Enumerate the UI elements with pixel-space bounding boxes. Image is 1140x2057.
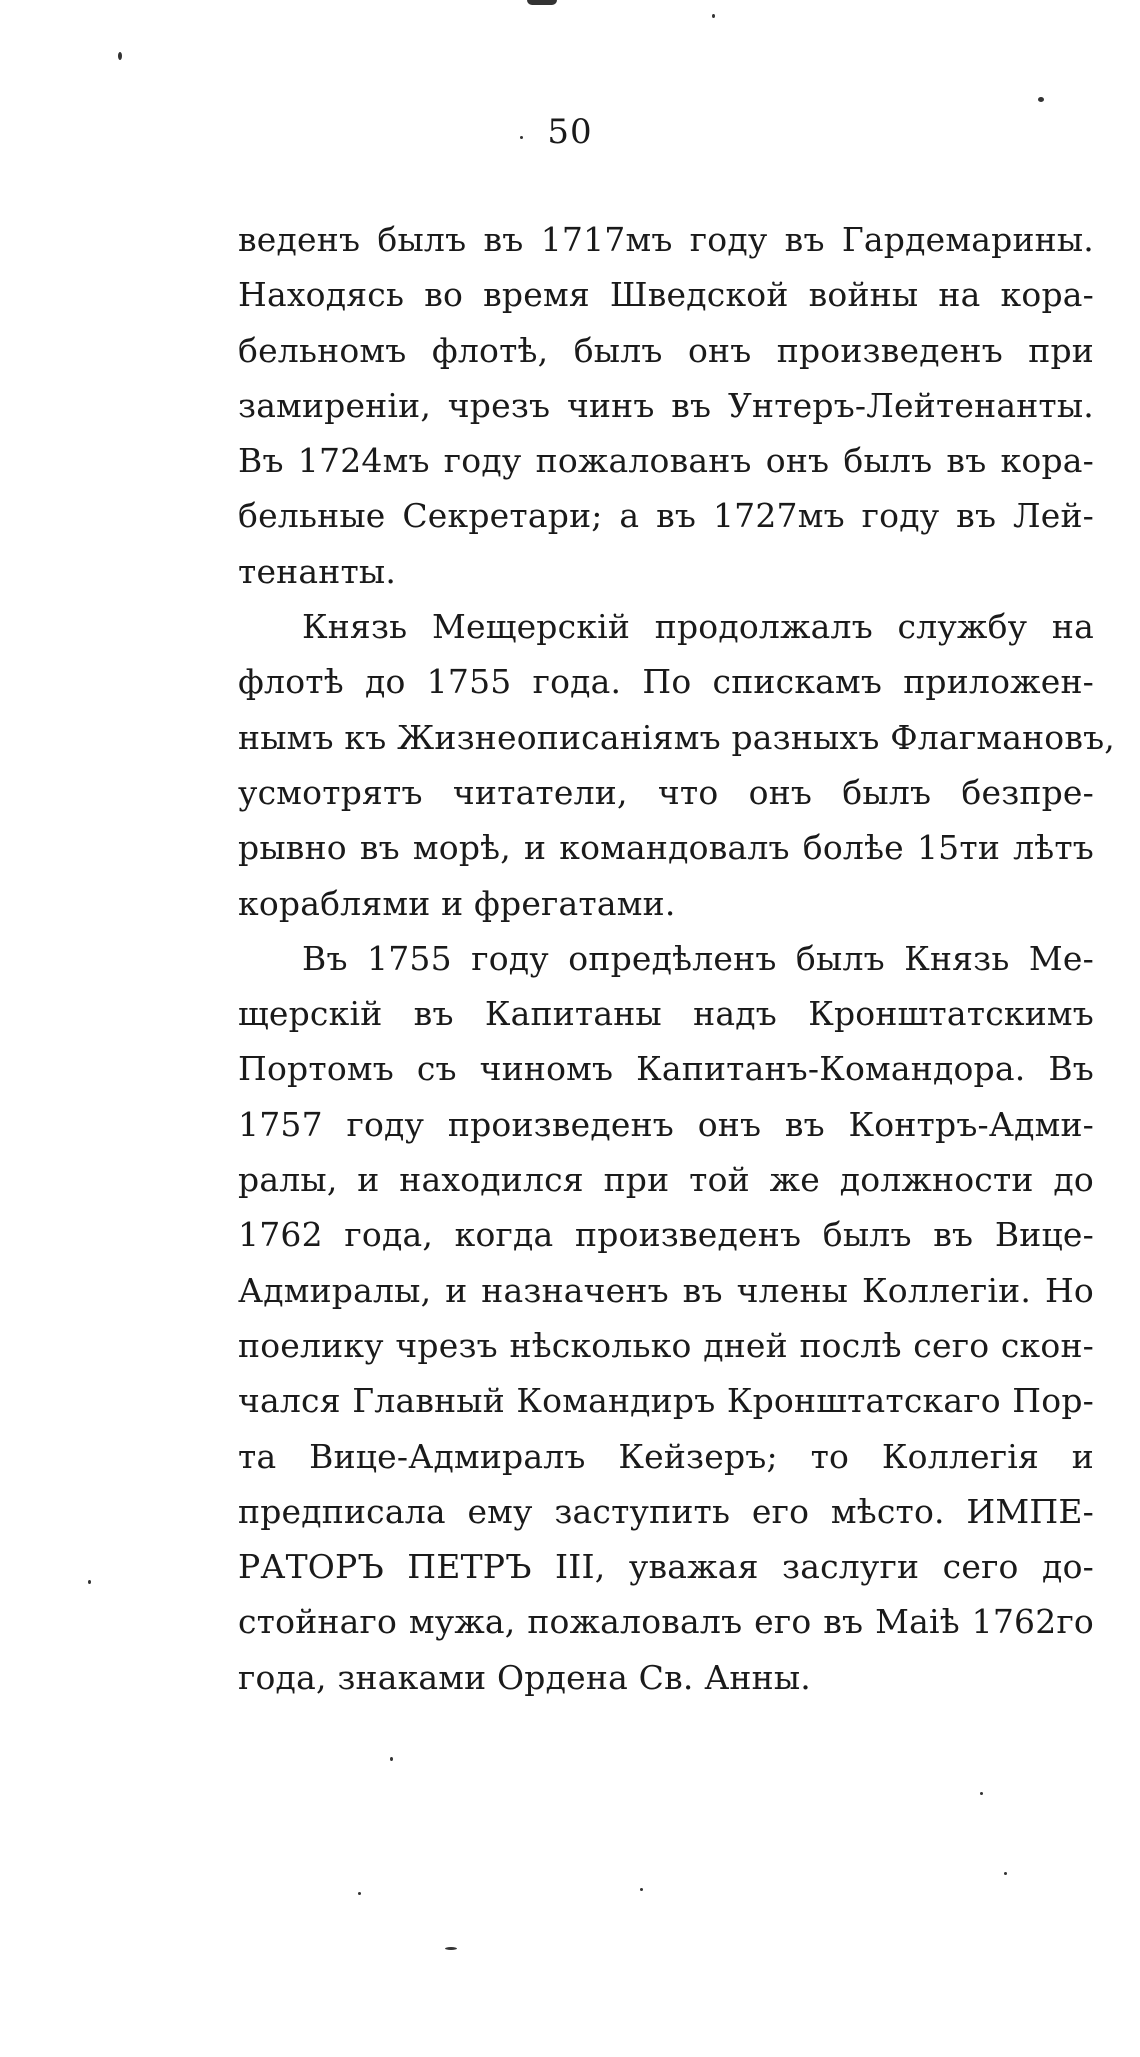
scan-speck — [520, 136, 523, 139]
text-line: года, знаками Ордена Св. Анны. — [238, 1657, 811, 1697]
text-line: стойнаго мужа, пожаловалъ его въ Маіѣ 1762го — [238, 1602, 1094, 1642]
text-line: флотѣ до 1755 года. По спискамъ приложен- — [238, 662, 1094, 702]
text-line: предписала ему заступить его мѣсто. ИМПЕ- — [238, 1491, 1094, 1531]
text-line: Находясь во время Шведской войны на кора- — [238, 275, 1094, 315]
text-line: кораблями и фрегатами. — [238, 883, 676, 923]
text-line: Портомъ съ чиномъ Капитанъ-Командора. Въ — [238, 1049, 1094, 1089]
text-line: бельномъ флотѣ, былъ онъ произведенъ при — [238, 330, 1094, 370]
paragraph — [238, 599, 1115, 931]
scan-speck — [358, 1892, 361, 1895]
text-line: поелику чрезъ нѣсколько дней послѣ сего скон- — [238, 1325, 1094, 1365]
text-line: РАТОРЪ ПЕТРЪ III, уважая заслуги сего до- — [238, 1547, 1094, 1587]
text-line: Князь Мещерскій продолжалъ службу на — [302, 607, 1094, 647]
scan-speck — [980, 1792, 983, 1795]
scan-speck — [88, 1580, 91, 1584]
text-line: рывно въ морѣ, и командовалъ болѣе 15ти лѣтъ — [238, 828, 1094, 868]
text-line: тенанты. — [238, 551, 397, 591]
text-line: замиреніи, чрезъ чинъ въ Унтеръ-Лейтенанты. — [238, 385, 1094, 425]
scan-speck — [527, 0, 557, 5]
text-line: Въ 1724мъ году пожалованъ онъ былъ въ кора- — [238, 441, 1094, 481]
scan-speck — [640, 1888, 643, 1891]
page-number: 50 — [547, 112, 593, 152]
scan-speck — [118, 52, 122, 60]
scan-speck — [390, 1757, 393, 1761]
body-text — [238, 212, 1115, 1705]
text-line: 1762 года, когда произведенъ былъ въ Вице- — [238, 1215, 1094, 1255]
text-line: усмотрятъ читатели, что онъ былъ безпре- — [238, 772, 1094, 812]
scan-speck — [1038, 97, 1044, 102]
paragraph — [238, 212, 1094, 599]
scan-speck — [712, 14, 715, 18]
text-line: щерскій въ Капитаны надъ Кронштатскимъ — [238, 994, 1094, 1034]
text-line: веденъ былъ въ 1717мъ году въ Гардемарины. — [238, 220, 1094, 259]
text-line: 1757 году произведенъ онъ въ Контръ-Адми- — [238, 1104, 1094, 1144]
text-line: Въ 1755 году опредѣленъ былъ Князь Ме- — [302, 938, 1094, 978]
text-line: нымъ къ Жизнеописаніямъ разныхъ Флагмановъ, — [238, 717, 1115, 757]
text-line: чался Главный Командиръ Кронштатскаго Пор- — [238, 1381, 1094, 1421]
scan-speck — [445, 1947, 457, 1950]
text-line: бельные Секретари; а въ 1727мъ году въ Лей- — [238, 496, 1094, 536]
text-line: та Вице-Адмиралъ Кейзеръ; то Коллегія и — [238, 1436, 1094, 1476]
text-line: Адмиралы, и назначенъ въ члены Коллегіи. Но — [238, 1270, 1094, 1310]
paragraph — [238, 931, 1094, 1705]
text-line: ралы, и находился при той же должности до — [238, 1160, 1094, 1200]
scan-speck — [1004, 1872, 1007, 1875]
